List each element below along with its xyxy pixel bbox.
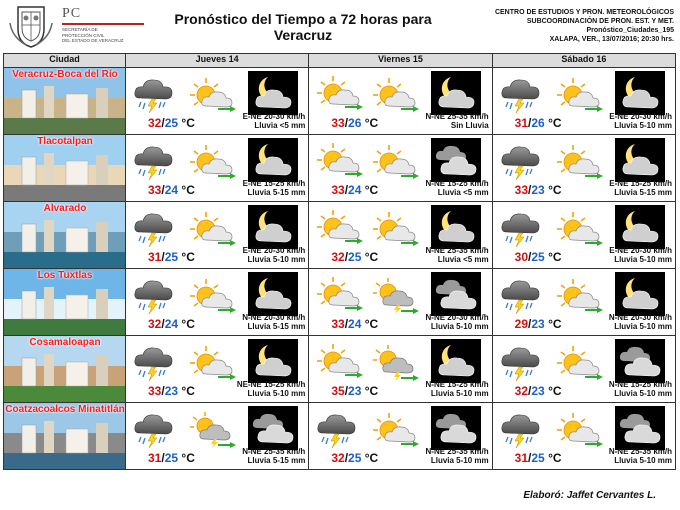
day-forecast-cell: [126, 403, 309, 470]
city-cell: [4, 202, 126, 269]
wind-rain-info: [243, 246, 306, 264]
temp-max: 30: [514, 250, 529, 264]
sun-cloud-icon: [555, 210, 607, 248]
sun-cloud-icon: [315, 74, 359, 114]
day-forecast-cell: [492, 403, 675, 470]
city-cell: [4, 68, 126, 135]
storm-cloud-icon: [132, 342, 176, 382]
rain-text: Lluvia 5-15 mm: [247, 456, 306, 465]
author-credit: Elaboró: Jaffet Cervantes L.: [523, 490, 656, 501]
sun-cloud-icon: [555, 76, 607, 114]
sun-cloud-icon: [555, 277, 607, 315]
rain-text: Lluvia 5-10 mm: [614, 255, 672, 264]
table-row: [4, 202, 676, 269]
wind-rain-info: [609, 112, 672, 130]
storm-cloud-icon: [499, 74, 543, 114]
temperature: 32/25 °C: [331, 250, 379, 264]
temperature: 32/25 °C: [331, 451, 379, 465]
rain-text: Lluvia 5-10 mm: [614, 456, 672, 465]
wind-text: N-NE 25-35 km/h: [425, 112, 489, 121]
storm-cloud-icon: [499, 342, 543, 382]
wind-text: E-NE 15-25 km/h: [242, 179, 306, 188]
night-cloud-icon: [248, 339, 298, 383]
table-row: [4, 403, 676, 470]
city-name: Alvarado: [43, 203, 87, 214]
wind-rain-info: [609, 179, 672, 197]
temperature: 32/24 °C: [148, 317, 195, 331]
day-forecast-cell: [309, 135, 492, 202]
wind-rain-info: [426, 313, 489, 331]
wind-text: N-NE 25-35 km/h: [242, 447, 306, 456]
rain-text: Lluvia 5-10 mm: [430, 456, 489, 465]
temp-min: 23: [164, 384, 179, 398]
temperature: 31/25 °C: [514, 451, 562, 465]
wind-text: E-NE 15-25 km/h: [609, 179, 672, 188]
temperature: 33/26 °C: [331, 116, 379, 130]
rain-text: Lluvia 5-10 mm: [614, 121, 672, 130]
temp-unit: °C: [181, 384, 195, 398]
rain-text: Lluvia <5 mm: [437, 255, 489, 264]
temperature: 31/25 °C: [148, 250, 195, 264]
issuer-info: [474, 8, 674, 44]
storm-cloud-icon: [132, 141, 176, 181]
wind-rain-info: [609, 313, 672, 331]
temp-max: 32: [148, 317, 162, 331]
temp-max: 33: [331, 317, 345, 331]
temp-min: 25: [348, 250, 362, 264]
storm-cloud-icon: [499, 275, 543, 315]
wind-rain-info: [609, 246, 672, 264]
temp-min: 25: [531, 250, 545, 264]
day-forecast-cell: [492, 269, 675, 336]
sun-cloud-icon: [371, 411, 423, 449]
wind-text: N-NE 25-35 km/h: [425, 447, 489, 456]
wind-text: N-NE 15-25 km/h: [425, 380, 489, 389]
temperature: 29/23 °C: [514, 317, 562, 331]
temp-min: 24: [164, 183, 179, 197]
agency-acronym: PC: [62, 6, 82, 21]
day-forecast-cell: [126, 135, 309, 202]
temp-unit: °C: [364, 116, 379, 130]
day-forecast-cell: [309, 202, 492, 269]
temp-unit: °C: [364, 183, 379, 197]
rain-text: Sin Lluvia: [450, 121, 489, 130]
page-title: Pronóstico del Tiempo a 72 horas para Veracruz: [174, 11, 432, 43]
temp-min: 26: [348, 116, 362, 130]
temperature: 33/23 °C: [148, 384, 195, 398]
temp-min: 23: [531, 183, 545, 197]
rain-text: Lluvia 5-15 mm: [614, 188, 672, 197]
temp-min: 24: [348, 183, 362, 197]
city-cell: [4, 269, 126, 336]
night-cloud-icon: [248, 272, 298, 316]
rain-text: Lluvia 5-15 mm: [247, 322, 306, 331]
temp-unit: °C: [181, 183, 195, 197]
sun-cloud-icon: [371, 210, 423, 248]
wind-rain-info: [243, 179, 306, 197]
rain-text: Lluvia 5-10 mm: [430, 322, 489, 331]
night-cloud-icon: [615, 71, 665, 115]
temp-min: 25: [164, 116, 179, 130]
temp-unit: °C: [548, 451, 562, 465]
temp-unit: °C: [548, 317, 562, 331]
table-row: [4, 336, 676, 403]
temperature: 32/23 °C: [514, 384, 562, 398]
temp-max: 32: [514, 384, 529, 398]
temp-min: 23: [531, 317, 545, 331]
wind-text: N-NE 20-30 km/h: [608, 313, 672, 322]
forecast-id: Pronóstico_Ciudades_195: [586, 27, 674, 34]
temp-min: 25: [348, 451, 362, 465]
temp-unit: °C: [364, 451, 379, 465]
issue-datetime: XALAPA, VER., 13/07/2016; 20:30 hrs.: [549, 36, 674, 43]
temperature: 31/25 °C: [148, 451, 195, 465]
temp-unit: °C: [548, 384, 562, 398]
wind-text: NE-NE 15-25 km/h: [236, 380, 306, 389]
sun-cloud-icon: [555, 344, 607, 382]
temp-unit: °C: [548, 183, 562, 197]
temp-max: 35: [331, 384, 345, 398]
storm-cloud-icon: [315, 409, 359, 449]
temperature: 33/24 °C: [331, 183, 379, 197]
temp-unit: °C: [548, 116, 562, 130]
col-header-city: Ciudad: [4, 54, 126, 68]
storm-cloud-icon: [499, 141, 543, 181]
temp-max: 32: [331, 451, 345, 465]
rain-text: Lluvia <5 mm: [254, 121, 306, 130]
day-forecast-cell: [309, 68, 492, 135]
sun-storm-icon: [371, 277, 423, 315]
city-cell: [4, 403, 126, 470]
sun-cloud-icon: [188, 210, 240, 248]
agency-name-line-1: SECRETARÍA DE: [62, 27, 98, 32]
state-shield-logo: [6, 3, 56, 49]
temp-max: 29: [514, 317, 529, 331]
night-cloudy-icon: [615, 406, 665, 450]
rain-text: Lluvia 5-10 mm: [247, 389, 306, 398]
storm-cloud-icon: [132, 409, 176, 449]
table-row: [4, 269, 676, 336]
issuer-center: CENTRO DE ESTUDIOS Y PRON. METEOROLÓGICOS: [494, 9, 674, 16]
rain-text: Lluvia 5-10 mm: [614, 322, 672, 331]
sun-cloud-icon: [371, 143, 423, 181]
wind-rain-info: [426, 179, 489, 197]
temp-max: 33: [331, 183, 345, 197]
sun-cloud-icon: [188, 143, 240, 181]
sun-cloud-icon: [371, 76, 423, 114]
temp-min: 26: [531, 116, 545, 130]
col-header-day-3: Sábado 16: [492, 54, 675, 68]
sun-cloud-icon: [188, 277, 240, 315]
day-forecast-cell: [126, 269, 309, 336]
temp-max: 32: [148, 116, 162, 130]
night-cloud-icon: [248, 138, 298, 182]
wind-text: N-NE 20-30 km/h: [242, 313, 306, 322]
day-forecast-cell: [126, 202, 309, 269]
forecast-table: [3, 53, 676, 470]
rain-text: Lluvia 5-10 mm: [247, 255, 306, 264]
rain-text: Lluvia 5-10 mm: [614, 389, 672, 398]
day-forecast-cell: [309, 403, 492, 470]
wind-text: E-NE 20-30 km/h: [242, 246, 306, 255]
storm-cloud-icon: [132, 275, 176, 315]
night-cloud-icon: [615, 205, 665, 249]
temp-max: 33: [514, 183, 529, 197]
temp-min: 25: [531, 451, 545, 465]
temp-unit: °C: [364, 317, 379, 331]
agency-name-line-2: PROTECCIÓN CIVIL: [62, 32, 105, 38]
night-cloud-icon: [615, 138, 665, 182]
wind-rain-info: [609, 380, 672, 398]
temp-min: 25: [164, 451, 179, 465]
wind-text: E-NE 20-30 km/h: [242, 112, 306, 121]
wind-text: E-NE 20-30 km/h: [609, 246, 672, 255]
temp-unit: °C: [181, 451, 195, 465]
night-cloud-icon: [431, 339, 481, 383]
wind-text: N-NE 20-30 km/h: [425, 313, 489, 322]
rain-text: Lluvia <5 mm: [437, 188, 489, 197]
night-cloud-icon: [615, 272, 665, 316]
storm-cloud-icon: [132, 74, 176, 114]
wind-rain-info: [243, 112, 306, 130]
day-forecast-cell: [309, 269, 492, 336]
table-row: [4, 68, 676, 135]
sun-cloud-icon: [315, 342, 359, 382]
temp-max: 33: [148, 384, 162, 398]
wind-text: E-NE 20-30 km/h: [609, 112, 672, 121]
sun-cloud-icon: [315, 208, 359, 248]
temperature: 32/25 °C: [148, 116, 195, 130]
night-cloudy-icon: [431, 406, 481, 450]
day-forecast-cell: [492, 336, 675, 403]
wind-rain-info: [609, 447, 672, 465]
col-header-day-1: Jueves 14: [126, 54, 309, 68]
night-cloudy-icon: [431, 138, 481, 182]
page-header: [0, 0, 680, 52]
temperature: 35/23 °C: [331, 384, 379, 398]
table-header-row: [4, 54, 676, 68]
wind-rain-info: [426, 112, 489, 130]
wind-rain-info: [426, 246, 489, 264]
temp-max: 33: [148, 183, 162, 197]
temp-max: 32: [331, 250, 345, 264]
temperature: 30/25 °C: [514, 250, 562, 264]
night-cloud-icon: [248, 205, 298, 249]
temp-max: 31: [148, 451, 162, 465]
temp-max: 31: [148, 250, 162, 264]
wind-text: N-NE 15-25 km/h: [425, 179, 489, 188]
wind-rain-info: [242, 313, 305, 331]
agency-brand: [62, 6, 148, 44]
sun-cloud-icon: [555, 143, 607, 181]
sun-cloud-icon: [188, 76, 240, 114]
sun-cloud-icon: [555, 411, 607, 449]
storm-cloud-icon: [499, 409, 543, 449]
agency-name-line-3: DEL ESTADO DE VERACRUZ: [62, 38, 124, 43]
day-forecast-cell: [492, 202, 675, 269]
night-cloud-icon: [248, 71, 298, 115]
wind-text: N-NE 25-35 km/h: [425, 246, 489, 255]
temp-min: 24: [348, 317, 362, 331]
temperature: 33/23 °C: [514, 183, 562, 197]
temp-max: 33: [331, 116, 345, 130]
day-forecast-cell: [492, 135, 675, 202]
day-forecast-cell: [309, 336, 492, 403]
temp-unit: °C: [364, 250, 379, 264]
wind-rain-info: [426, 447, 489, 465]
wind-rain-info: [237, 380, 305, 398]
night-cloudy-icon: [615, 339, 665, 383]
storm-cloud-icon: [132, 208, 176, 248]
sun-cloud-icon: [188, 344, 240, 382]
temp-unit: °C: [181, 116, 195, 130]
day-forecast-cell: [126, 68, 309, 135]
city-name: Veracruz-Boca del Río: [12, 69, 118, 80]
brand-divider: [62, 23, 144, 25]
night-cloud-icon: [431, 205, 481, 249]
wind-rain-info: [242, 447, 305, 465]
wind-text: N-NE 15-25 km/h: [608, 380, 672, 389]
day-forecast-cell: [492, 68, 675, 135]
issuer-subcoordination: SUBCOORDINACIÓN DE PRON. EST. Y MET.: [526, 18, 674, 25]
temperature: 33/24 °C: [148, 183, 195, 197]
city-name: Los Tuxtlas: [37, 270, 93, 281]
temp-unit: °C: [364, 384, 379, 398]
city-cell: [4, 135, 126, 202]
sun-cloud-icon: [315, 275, 359, 315]
rain-text: Lluvia 5-10 mm: [430, 389, 489, 398]
day-forecast-cell: [126, 336, 309, 403]
city-name: Coatzacoalcos Minatitlán: [5, 404, 125, 415]
night-cloud-icon: [431, 71, 481, 115]
temp-unit: °C: [548, 250, 562, 264]
temp-min: 25: [164, 250, 179, 264]
temp-min: 24: [164, 317, 179, 331]
rain-text: Lluvia 5-15 mm: [247, 188, 306, 197]
temp-min: 23: [531, 384, 545, 398]
temperature: 31/26 °C: [514, 116, 562, 130]
city-cell: [4, 336, 126, 403]
temp-unit: °C: [181, 317, 195, 331]
city-name: Tlacotalpan: [37, 136, 93, 147]
wind-rain-info: [426, 380, 489, 398]
sun-storm-icon: [371, 344, 423, 382]
temp-max: 31: [514, 451, 529, 465]
sun-cloud-icon: [315, 141, 359, 181]
storm-cloud-icon: [499, 208, 543, 248]
sun-storm-icon: [188, 411, 240, 449]
night-cloudy-icon: [248, 406, 298, 450]
col-header-day-2: Viernes 15: [309, 54, 492, 68]
night-cloudy-icon: [431, 272, 481, 316]
temp-unit: °C: [181, 250, 195, 264]
temperature: 33/24 °C: [331, 317, 379, 331]
city-name: Cosamaloapan: [29, 337, 101, 348]
wind-text: N-NE 25-35 km/h: [608, 447, 672, 456]
temp-min: 23: [348, 384, 362, 398]
temp-max: 31: [514, 116, 529, 130]
table-row: [4, 135, 676, 202]
